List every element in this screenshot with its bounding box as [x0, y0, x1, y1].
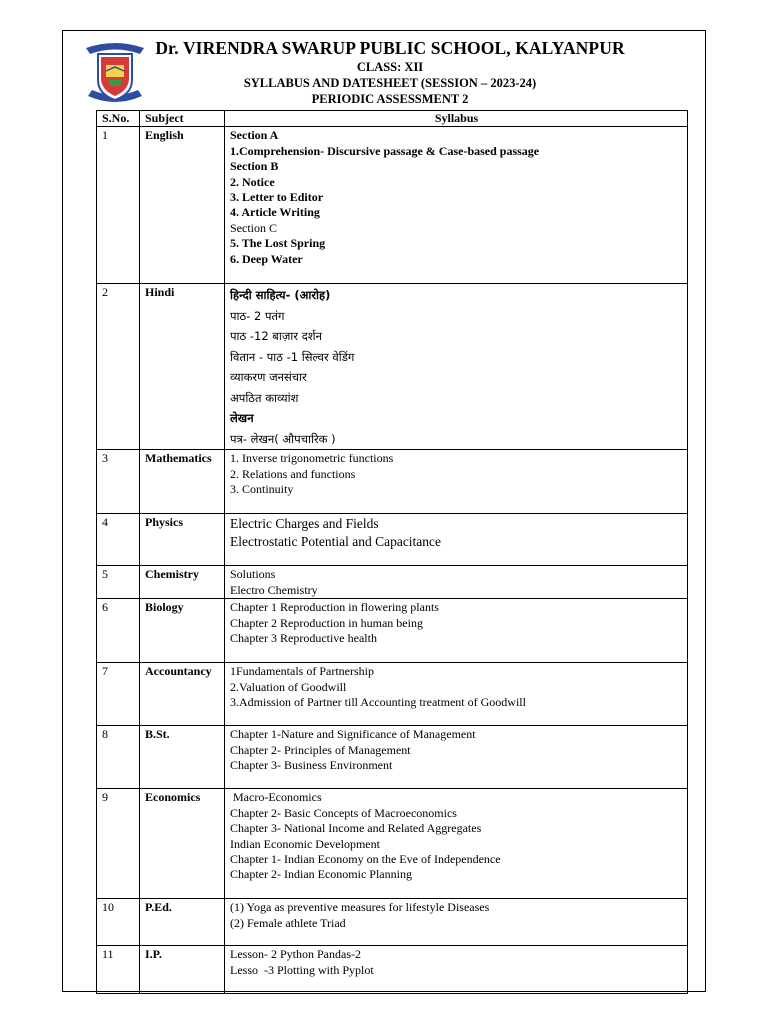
- row-subject: Mathematics: [140, 450, 225, 514]
- syllabus-line: Section B: [230, 159, 279, 174]
- syllabus-line: 1Fundamentals of Partnership: [230, 664, 374, 679]
- syllabus-line: Solutions: [230, 567, 276, 582]
- class-heading: CLASS: XII: [356, 60, 424, 74]
- syllabus-heading: SYLLABUS AND DATESHEET (SESSION – 2023-24): [243, 76, 537, 90]
- syllabus-line: 2.Valuation of Goodwill: [230, 679, 347, 694]
- syllabus-line: पत्र- लेखन( औपचारिक ): [230, 431, 336, 446]
- syllabus-line: Chapter 1-Nature and Significance of Management: [230, 727, 476, 742]
- syllabus-line: Chapter 2- Basic Concepts of Macroeconomics: [230, 805, 457, 820]
- table-row: [97, 899, 688, 946]
- row-sno: 8: [97, 726, 140, 789]
- syllabus-line: Chapter 2 Reproduction in human being: [230, 615, 423, 630]
- syllabus-line: 1. Inverse trigonometric functions: [230, 451, 394, 466]
- row-syllabus: [225, 599, 688, 663]
- school-name: Dr. VIRENDRA SWARUP PUBLIC SCHOOL, KALYANPUR: [155, 38, 625, 58]
- syllabus-line: 5. The Lost Spring: [230, 236, 326, 251]
- syllabus-line: Indian Economic Development: [230, 836, 380, 851]
- row-syllabus: [225, 127, 688, 284]
- row-subject: English: [140, 127, 225, 284]
- syllabus-line: 2. Notice: [230, 174, 275, 189]
- syllabus-line: Section A: [230, 128, 279, 143]
- row-sno: 3: [97, 450, 140, 514]
- row-syllabus: [225, 899, 688, 946]
- syllabus-line: लेखन: [230, 411, 254, 426]
- syllabus-line: 4. Article Writing: [230, 205, 320, 220]
- table-row: [97, 599, 688, 663]
- row-syllabus: [225, 514, 688, 566]
- row-subject: I.P.: [140, 946, 225, 994]
- row-sno: 10: [97, 899, 140, 946]
- syllabus-line: Chapter 1- Indian Economy on the Eve of Independence: [230, 852, 501, 867]
- syllabus-line: पाठ -12 बाज़ार दर्शन: [230, 329, 323, 344]
- table-header-row: [97, 111, 688, 127]
- row-subject: Chemistry: [140, 566, 225, 599]
- row-sno: 6: [97, 599, 140, 663]
- syllabus-line: (2) Female athlete Triad: [230, 915, 346, 930]
- row-subject: P.Ed.: [140, 899, 225, 946]
- syllabus-line: अपठित काव्यांश: [230, 390, 299, 405]
- syllabus-line: Electrostatic Potential and Capacitance: [230, 534, 442, 550]
- syllabus-line: 1.Comprehension- Discursive passage & Case-based passage: [230, 143, 540, 158]
- table-row: [97, 663, 688, 726]
- syllabus-line: 3. Letter to Editor: [230, 190, 324, 205]
- table-row: [97, 789, 688, 899]
- row-subject: Economics: [140, 789, 225, 899]
- syllabus-line: 6. Deep Water: [230, 251, 303, 266]
- row-syllabus: [225, 789, 688, 899]
- row-subject: B.St.: [140, 726, 225, 789]
- header-sno: S.No.: [97, 111, 140, 127]
- syllabus-line: Chapter 1 Reproduction in flowering plants: [230, 600, 439, 615]
- row-sno: 5: [97, 566, 140, 599]
- row-sno: 4: [97, 514, 140, 566]
- row-sno: 7: [97, 663, 140, 726]
- syllabus-line: व्याकरण जनसंचार: [230, 370, 307, 385]
- row-subject: Accountancy: [140, 663, 225, 726]
- table-row: [97, 284, 688, 450]
- syllabus-line: Chapter 3 Reproductive health: [230, 631, 377, 646]
- row-subject: Hindi: [140, 284, 225, 450]
- row-subject: Physics: [140, 514, 225, 566]
- syllabus-line: (1) Yoga as preventive measures for lifestyle Diseases: [230, 900, 490, 915]
- syllabus-line: Lesson- 2 Python Pandas-2: [230, 947, 361, 962]
- row-sno: 1: [97, 127, 140, 284]
- syllabus-line: 3.Admission of Partner till Accounting treatment of Goodwill: [230, 695, 526, 710]
- table-row: [97, 514, 688, 566]
- row-sno: 9: [97, 789, 140, 899]
- syllabus-line: 2. Relations and functions: [230, 466, 356, 481]
- syllabus-line: पाठ- 2 पतंग: [230, 308, 285, 323]
- row-syllabus: [225, 726, 688, 789]
- header-subject: Subject: [140, 111, 225, 127]
- row-syllabus: [225, 946, 688, 994]
- header-syllabus: Syllabus: [225, 111, 688, 127]
- table-row: [97, 127, 688, 284]
- row-sno: 2: [97, 284, 140, 450]
- table-row: [97, 726, 688, 789]
- syllabus-table: [96, 110, 688, 994]
- row-syllabus: [225, 663, 688, 726]
- syllabus-line: Electro Chemistry: [230, 582, 318, 597]
- syllabus-line: Electric Charges and Fields: [230, 516, 379, 532]
- table-row: [97, 566, 688, 599]
- row-sno: 11: [97, 946, 140, 994]
- row-syllabus: [225, 284, 688, 450]
- syllabus-line: Chapter 2- Indian Economic Planning: [230, 867, 412, 882]
- school-logo: [82, 38, 148, 108]
- syllabus-line: Chapter 3- National Income and Related Aggregates: [230, 821, 482, 836]
- table-row: [97, 946, 688, 994]
- table-row: [97, 450, 688, 514]
- syllabus-line: 3. Continuity: [230, 482, 294, 497]
- syllabus-line: Chapter 3- Business Environment: [230, 758, 393, 773]
- row-syllabus: [225, 450, 688, 514]
- syllabus-line: Section C: [230, 220, 277, 235]
- syllabus-line: हिन्दी साहित्य- (आरोह): [230, 288, 331, 303]
- assessment-heading: PERIODIC ASSESSMENT 2: [311, 92, 469, 106]
- syllabus-line: Lesso -3 Plotting with Pyplot: [230, 962, 374, 977]
- row-syllabus: [225, 566, 688, 599]
- syllabus-line: वितान - पाठ -1 सिल्वर वेडिंग: [230, 349, 355, 364]
- row-subject: Biology: [140, 599, 225, 663]
- syllabus-line: Chapter 2- Principles of Management: [230, 742, 411, 757]
- syllabus-line: Macro-Economics: [230, 790, 322, 805]
